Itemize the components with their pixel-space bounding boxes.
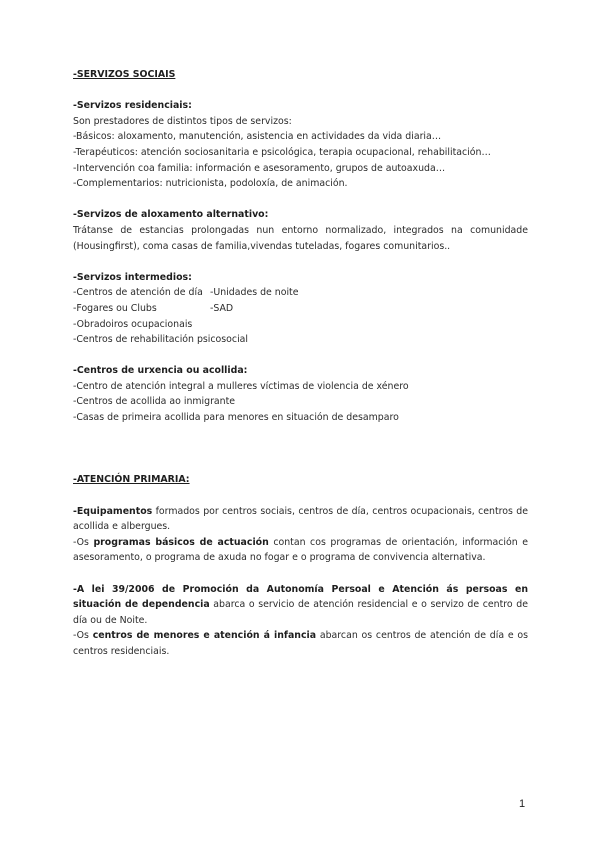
paragraph-equipamentos (73, 504, 528, 535)
residenciais-intro: Son prestadores de distintos tipos de servizos: (73, 115, 292, 127)
list-item: -Terapéuticos: atención sociosanitaria e psicológica, terapia ocupacional, rehabilitación… (73, 146, 491, 158)
intermedios-row (73, 301, 528, 317)
list-item: -Obradoiros ocupacionais (73, 318, 193, 330)
list-item: -Centro de atención integral a mulleres víctimas de violencia de xénero (73, 380, 409, 392)
aloxamento-paragraph: Trátanse de estancias prolongadas nun entorno normalizado, integrados na comunidade (Housingfirst), coma casas de familia,vivendas tuteladas, fogares comunitarios.. (73, 224, 528, 252)
bold-term: -A lei 39/2006 de Promoción da Autonomía Persoal e Atención ás persoas en situación de dependencia (73, 583, 528, 611)
page-number: 1 (519, 798, 526, 810)
section-heading-servizos-sociais: -SERVIZOS SOCIAIS (73, 69, 176, 80)
subheading-centros-urxencia: -Centros de urxencia ou acollida: (73, 365, 248, 377)
paragraph-prefix: -Os (73, 630, 93, 642)
paragraph-prefix: -Os (73, 536, 94, 548)
list-item: -Complementarios: nutricionista, podoloxía, de animación. (73, 178, 348, 190)
list-item: -Fogares ou Clubs (73, 302, 157, 314)
paragraph-text: contan cos programas de orientación, información e asesoramento, o programa de axuda no fogar e o programa de convivencia alternativa. (73, 536, 528, 564)
list-item: -Centros de atención de día (73, 287, 203, 299)
subheading-servizos-intermedios: -Servizos intermedios: (73, 271, 192, 283)
paragraph-text: abarca o servicio de atención residencial e o servizo de centro de día ou de Noite. (73, 599, 528, 626)
paragraph-centros-menores (73, 628, 528, 659)
list-item: -SAD (210, 302, 234, 314)
paragraph-text: formados por centros sociais, centros de día, centros ocupacionais, centros de acollida e albergues. (73, 505, 528, 533)
section-heading-atencion-primaria: -ATENCIÓN PRIMARIA: (73, 474, 190, 486)
page-content (73, 67, 528, 660)
list-item: -Básicos: aloxamento, manutención, asistencia en actividades da vida diaria… (73, 131, 442, 143)
paragraph-text: abarcan os centros de atención de día e os centros residenciais. (73, 630, 529, 657)
paragraph-programas (73, 535, 528, 566)
bold-term: centros de menores e atención á infancia (92, 630, 317, 642)
subheading-aloxamento-alternativo: -Servizos de aloxamento alternativo: (73, 209, 269, 221)
list-item: -Unidades de noite (210, 287, 299, 299)
bold-term: programas básicos de actuación (93, 536, 269, 548)
subheading-servizos-residenciais: -Servizos residenciais: (73, 100, 192, 112)
paragraph-lei (73, 582, 528, 629)
bold-term: -Equipamentos (73, 505, 153, 517)
list-item: -Casas de primeira acollida para menores en situación de desamparo (73, 412, 399, 424)
intermedios-row (73, 285, 528, 301)
list-item: -Centros de acollida ao inmigrante (73, 396, 236, 408)
list-item: -Intervención coa familia: información e asesoramento, grupos de autoaxuda… (73, 162, 446, 174)
list-item: -Centros de rehabilitación psicosocial (73, 334, 249, 346)
